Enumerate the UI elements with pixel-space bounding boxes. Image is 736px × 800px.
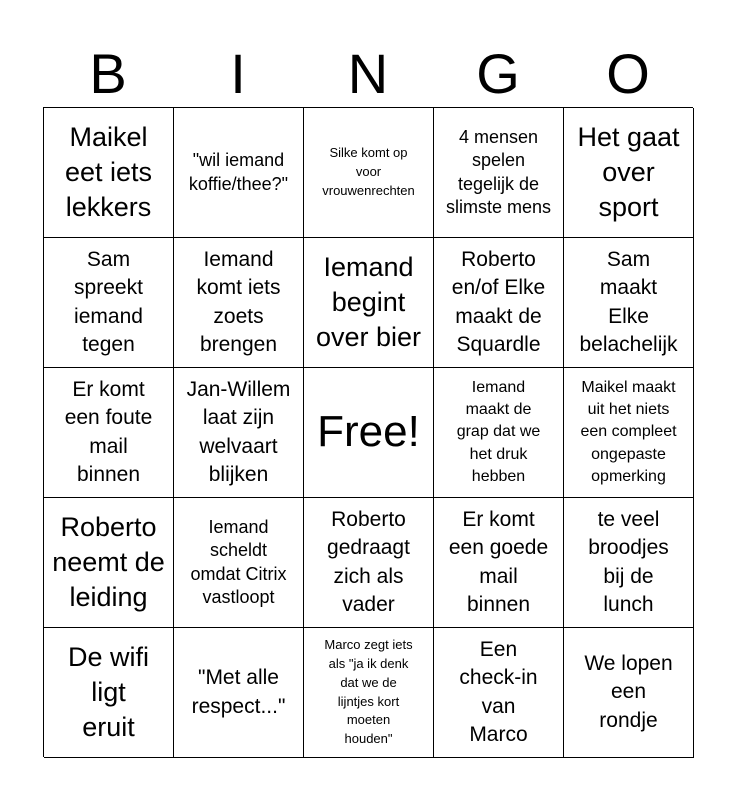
bingo-board [43, 107, 693, 757]
bingo-header [43, 40, 693, 108]
cell-text: Er komt een foute mail binnen [64, 377, 153, 486]
bingo-cell[interactable] [304, 498, 434, 628]
cell-text: Maikel maakt uit het niets een compleet ongepaste opmerking [580, 378, 677, 486]
cell-text: Iemand begint over bier [315, 251, 422, 353]
header-letter-o: O [606, 42, 650, 105]
cell-text: Er komt een goede mail binnen [448, 507, 549, 616]
free-space-cell[interactable] [304, 368, 434, 498]
bingo-cell[interactable] [304, 628, 434, 758]
header-letter-b: B [89, 42, 127, 105]
cell-text: 4 mensen spelen tegelijk de slimste mens [445, 126, 552, 217]
cell-text: Sam spreekt iemand tegen [74, 247, 143, 356]
bingo-cell[interactable] [44, 108, 174, 238]
bingo-cell[interactable] [564, 628, 694, 758]
cell-text: "Met alle respect..." [191, 666, 286, 718]
bingo-cell[interactable] [174, 368, 304, 498]
cell-text: Iemand scheldt omdat Citrix vastloopt [190, 516, 287, 607]
cell-text: Marco zegt iets als "ja ik denk dat we de lijntjes kort moeten houden" [324, 636, 413, 747]
cell-text: te veel broodjes bij de lunch [588, 507, 669, 616]
bingo-cell[interactable] [174, 628, 304, 758]
cell-text: Roberto en/of Elke maakt de Squardle [451, 247, 546, 356]
header-letter-g: G [476, 42, 520, 105]
bingo-cell[interactable] [434, 368, 564, 498]
cell-text: Roberto gedraagt zich als vader [327, 507, 410, 616]
bingo-cell[interactable] [564, 498, 694, 628]
cell-text: De wifi ligt eruit [67, 641, 149, 743]
bingo-cell[interactable] [44, 238, 174, 368]
bingo-cell[interactable] [44, 628, 174, 758]
header-letter-n: N [347, 42, 389, 105]
bingo-cell[interactable] [304, 108, 434, 238]
cell-text: Jan-Willem laat zijn welvaart blijken [186, 377, 291, 486]
cell-text: Het gaat over sport [577, 121, 680, 223]
header-letter-i: I [230, 42, 246, 105]
bingo-cell[interactable] [174, 498, 304, 628]
bingo-cell[interactable] [564, 108, 694, 238]
cell-text: "wil iemand koffie/thee?" [188, 150, 289, 194]
cell-text: Maikel eet iets lekkers [64, 121, 153, 223]
free-space-text: Free! [317, 407, 420, 457]
bingo-cell[interactable] [44, 368, 174, 498]
bingo-cell[interactable] [564, 368, 694, 498]
cell-text: Iemand komt iets zoets brengen [196, 247, 281, 356]
bingo-cell[interactable] [434, 628, 564, 758]
cell-text: Iemand maakt de grap dat we het druk hebben [456, 378, 541, 486]
bingo-cell[interactable] [434, 238, 564, 368]
cell-text: Silke komt op voor vrouwenrechten [322, 145, 415, 198]
bingo-cell[interactable] [44, 498, 174, 628]
cell-text: We lopen een rondje [584, 651, 673, 732]
cell-text: Een check-in van Marco [459, 637, 538, 746]
bingo-cell[interactable] [174, 108, 304, 238]
bingo-cell[interactable] [434, 108, 564, 238]
bingo-cell[interactable] [564, 238, 694, 368]
bingo-cell[interactable] [304, 238, 434, 368]
cell-text: Sam maakt Elke belachelijk [579, 247, 678, 356]
bingo-cell[interactable] [174, 238, 304, 368]
bingo-cell[interactable] [434, 498, 564, 628]
cell-text: Roberto neemt de leiding [52, 511, 165, 613]
